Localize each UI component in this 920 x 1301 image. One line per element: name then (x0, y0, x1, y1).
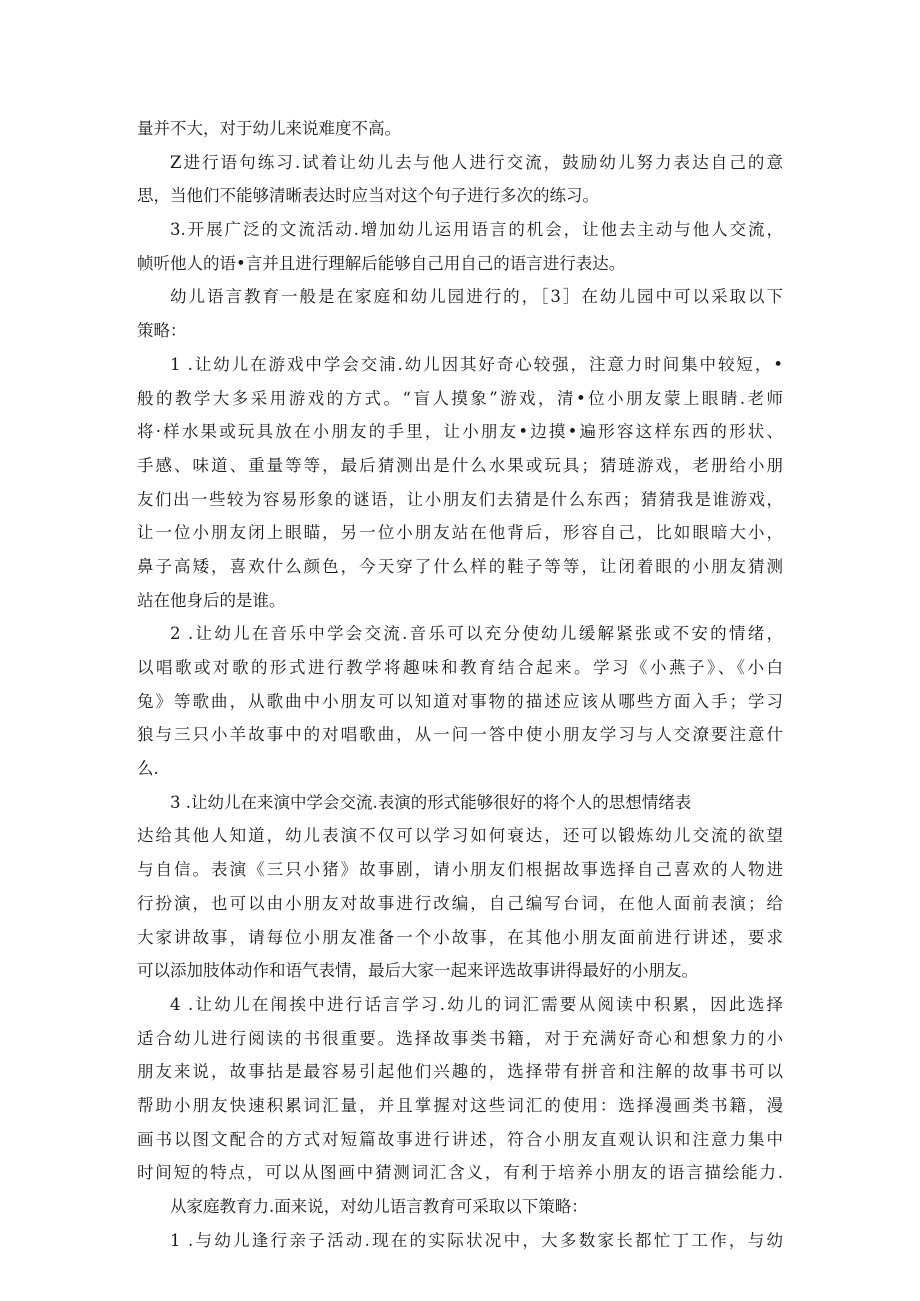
text-line: 4 .让幼儿在闱挨中进行话言学习.幼儿的词汇需要从阅读中积累，因此选择 (170, 994, 783, 1014)
text-line: 帧听他人的语•言并且进行理解后能够自己用自己的语言进行表达。 (137, 253, 626, 273)
text-line: 1 .让幼儿在游戏中学会交浦.幼儿因其好奇心较强，注意力时间集中较短，• (170, 354, 783, 374)
text-line: 站在他身后的是谁。 (137, 590, 286, 610)
text-line: 思，当他们不能够清晰表达时应当对这个句子进行多次的练习。 (137, 186, 599, 206)
text-line: 大家讲故事，请每位小朋友准备一个小故事，在其他小朋友面前进行讲述，要求 (137, 927, 783, 947)
text-line: 以唱歌或对歌的形式进行教学将趣味和教育结合起来。学习《小燕子》、《小白 (137, 658, 783, 677)
text-line: 可以添加肢体动作和语气表情，最后大家一起来评选故事讲得最好的小朋友。 (137, 961, 698, 981)
text-line: Z进行语句练习.试着让幼儿去与他人进行交流，鼓励幼儿努力表达自己的意 (170, 152, 783, 172)
text-line: 适合幼儿进行阅读的书很重要。选择故事类书籍，对于充满好奇心和想象力的小 (137, 1028, 783, 1048)
text-line: 3.开展广泛的文流活动.增加幼儿运用语言的机会，让他去主动与他人交流， (170, 220, 783, 240)
text-line: 时间短的特点，可以从图画中猜测词汇含义，有利于培养小朋友的语言描绘能力. (137, 1163, 783, 1183)
text-line: 兔》等歌曲，从歌曲中小朋友可以知道对事物的描述应该从哪些方面入手；学习 (137, 691, 783, 711)
text-line: 鼻子高矮，喜欢什么颜色，今天穿了什么样的鞋子等等，让闭着眼的小朋友猜测 (137, 556, 783, 576)
text-line: 策略： (137, 321, 187, 341)
text-line: 行扮演，也可以由小朋友对故事进行改编，自己编写台词，在他人面前表演；给 (137, 893, 783, 913)
text-line: 与自信。表演《三只小猪》故事剧，请小朋友们根据故事选择自己喜欢的人物进 (137, 860, 783, 880)
text-line: 狼与三只小羊故事中的对唱歌曲，从一问一答中使小朋友学习与人交潦要注意什 (137, 725, 783, 745)
text-line: 么. (137, 759, 159, 779)
text-line: 画书以图文配合的方式对短篇故事进行讲述，符合小朋友直观认识和注意力集中 (137, 1129, 783, 1149)
text-line: 般的教学大多采用游戏的方式。“盲人摸象”游戏，清•位小朋友蒙上眼睛.老师 (137, 388, 783, 408)
text-line: 朋友来说，故事拈是最容易引起他们兴趣的，选择带有拼音和注解的故事书可以 (137, 1062, 783, 1082)
text-line: 将·样水果或玩具放在小朋友的手里，让小朋友•边摸•遍形容这样东西的形状、 (137, 422, 783, 442)
text-line: 幼儿语言教育一般是在家庭和幼儿园进行的，［3］在幼儿园中可以采取以下 (170, 287, 783, 307)
text-line: 1 .与幼儿逢行亲子活动.现在的实际状况中，大多数家长都忙丁工作，与幼 (170, 1230, 783, 1250)
text-line: 让一位小朋友闭上眼瞄，另一位小朋友站在他背后，形容自己，比如眼暗大小， (137, 523, 783, 543)
text-line: 帮助小朋友快速积累词汇量，并且掌握对这些词汇的使用：选择漫画类书籍，漫 (137, 1095, 783, 1115)
text-line: 量并不大，对于幼儿来说难度不高。 (137, 119, 401, 138)
text-line: 2 .让幼儿在音乐中学会交流.音乐可以充分使幼儿缓解紧张或不安的情绪， (170, 624, 783, 644)
text-line: 3 .让幼儿在来演中学会交流.表演的形式能够很好的将个人的思想情绪表 (170, 792, 692, 812)
text-line: 手感、味道、重量等等，最后猜测出是什么水果或玩具；猜琏游戏，老册给小朋 (137, 455, 783, 475)
text-line: 友们出一些较为容易形象的谜语，让小朋友们去猜是什么东西；猜猜我是谁游戏， (137, 489, 783, 509)
document-body (137, 112, 783, 1257)
text-line: 达给其他人知道，幼儿表演不仅可以学习如何衰达，还可以锻炼幼儿交流的欲望 (137, 826, 783, 846)
text-line: 从家庭教育力.面来说，对幼儿语言教育可采取以下策略： (170, 1197, 588, 1216)
